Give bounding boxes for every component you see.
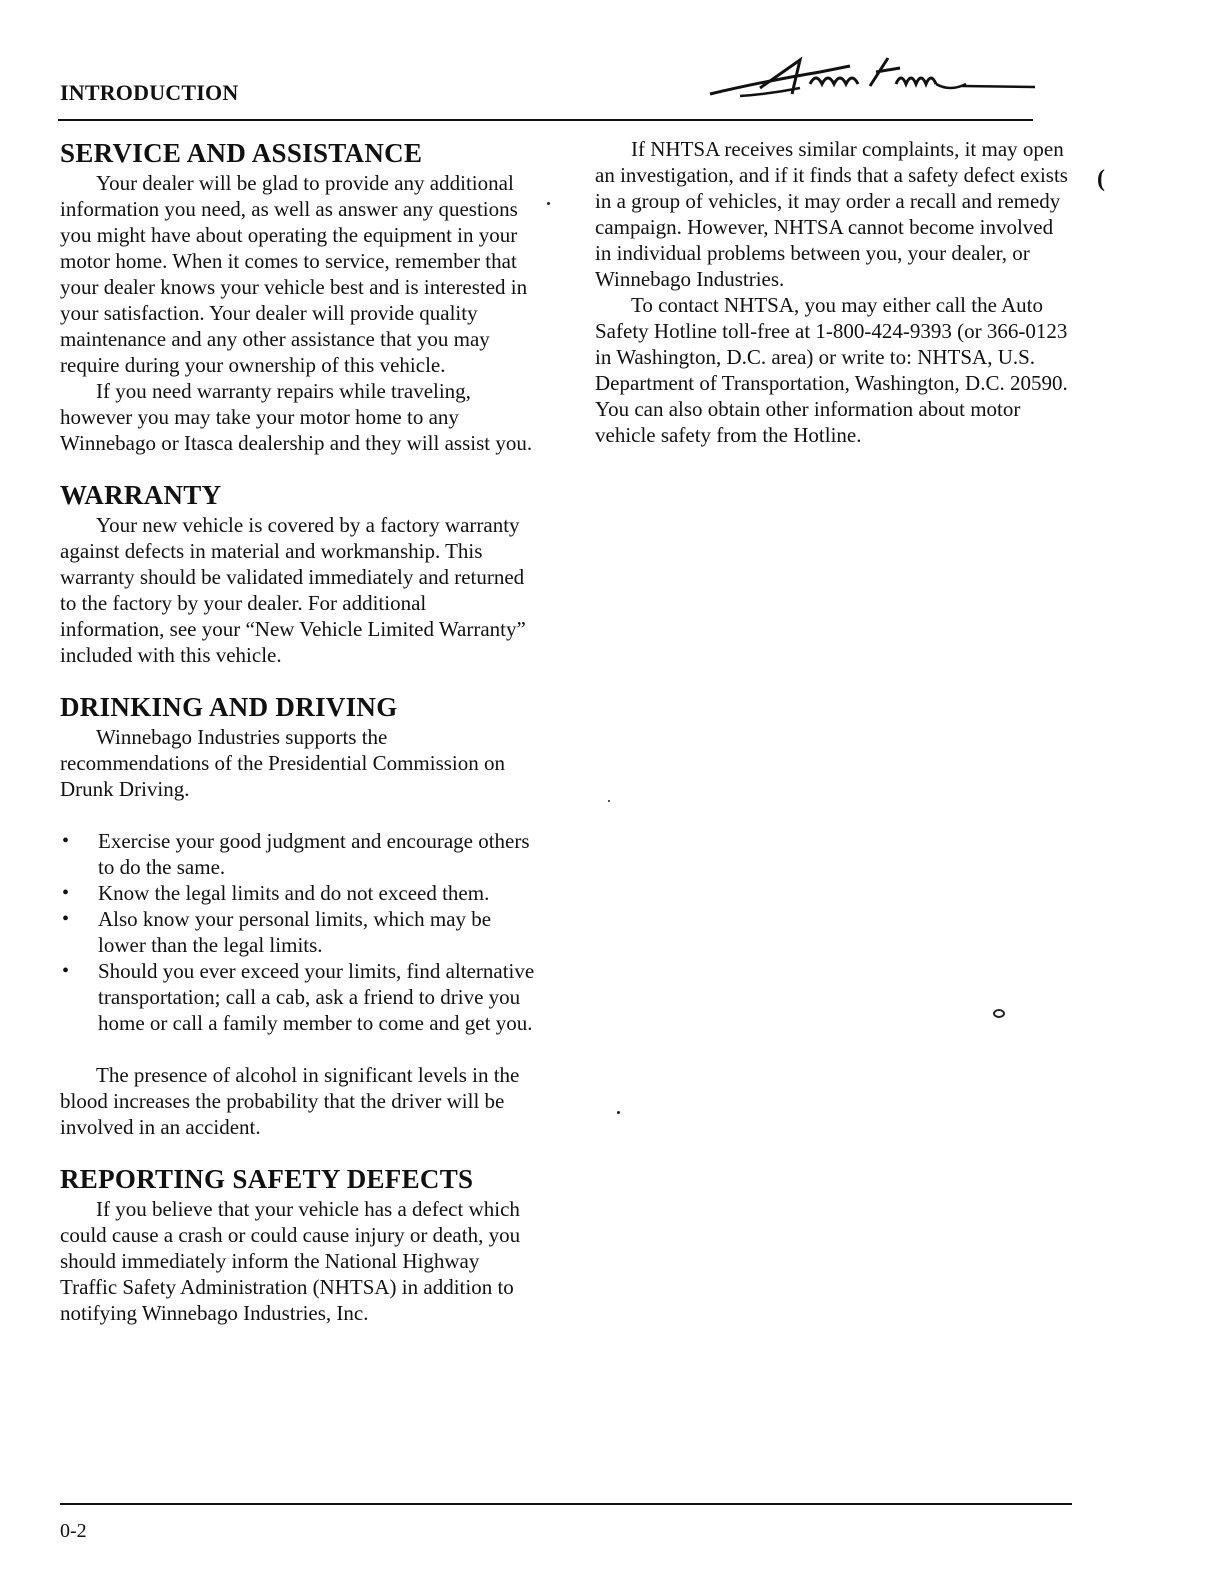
reporting-heading: REPORTING SAFETY DEFECTS — [60, 1164, 474, 1194]
nhtsa-paragraph-2: To contact NHTSA, you may either call the Auto Safety Hotline toll-free at 1-800-424-9393 (or 366-0123 in Washington, D.C. area) or write to: NHTSA, U.S. Department of Transportation, Washington, D.C. 20590. You can also obtain other information about motor vehicle safety from the Hotline. — [595, 293, 1068, 447]
bullet-icon: • — [62, 908, 70, 930]
drinking-and-driving-section — [60, 690, 535, 1140]
footer-divider — [60, 1503, 1072, 1505]
warranty-section — [60, 478, 535, 668]
bullet-icon: • — [62, 882, 70, 904]
service-and-assistance-section — [60, 136, 535, 456]
list-item: • Also know your personal limits, which may be lower than the legal limits. — [62, 907, 492, 957]
drinking-paragraph-2: The presence of alcohol in significant levels in the blood increases the probability that the driver will be involved in an accident. — [60, 1063, 520, 1139]
margin-mark: ( — [1097, 166, 1105, 192]
drinking-bullet-list — [60, 828, 535, 1036]
bullet-icon: • — [62, 830, 70, 852]
reporting-safety-defects-section — [60, 1162, 535, 1326]
bullet-icon: • — [62, 960, 70, 982]
service-paragraph-2: If you need warranty repairs while traveling, however you may take your motor home to any Winnebago or Itasca dealership and they will assist you. — [60, 379, 533, 455]
list-item: • Know the legal limits and do not exceed them. — [62, 881, 490, 905]
service-paragraph-1: Your dealer will be glad to provide any additional information you need, as well as answer any questions you might have about operating the equipment in your motor home. When it comes to service, remember that your dealer knows your vehicle best and is interested in your satisfaction. Your dealer will provide quality maintenance and any other assistance that you may require during your ownership of this vehicle. — [60, 171, 528, 377]
drinking-heading: DRINKING AND DRIVING — [60, 692, 398, 722]
page-section-title: INTRODUCTION — [60, 80, 239, 105]
list-item: • Should you ever exceed your limits, find alternative transportation; call a cab, ask a friend to drive you home or call a family member to come and get you. — [62, 959, 535, 1035]
right-column — [595, 136, 1070, 448]
adventurer-logo — [700, 54, 1040, 104]
page-number: 0-2 — [60, 1520, 87, 1542]
warranty-paragraph: Your new vehicle is covered by a factory warranty against defects in material and workmanship. This warranty should be validated immediately and returned to the factory by your dealer. For additional information, see your “New Vehicle Limited Warranty” included with this vehicle. — [60, 513, 526, 667]
service-heading: SERVICE AND ASSISTANCE — [60, 138, 423, 168]
header-divider — [58, 119, 1033, 121]
drinking-paragraph-1: Winnebago Industries supports the recommendations of the Presidential Commission on Drunk Driving. — [60, 725, 506, 801]
left-column — [60, 136, 535, 1348]
nhtsa-paragraph-1: If NHTSA receives similar complaints, it may open an investigation, and if it finds that a safety defect exists in a group of vehicles, it may order a recall and remedy campaign. However, NHTSA cannot become involved in individual problems between you, your dealer, or Winnebago Industries. — [595, 137, 1068, 291]
reporting-paragraph: If you believe that your vehicle has a defect which could cause a crash or could cause injury or death, you should immediately inform the National Highway Traffic Safety Administration (NHTSA) in addition to notifying Winnebago Industries, Inc. — [60, 1197, 521, 1325]
warranty-heading: WARRANTY — [60, 480, 222, 510]
list-item: • Exercise your good judgment and encourage others to do the same. — [62, 829, 530, 879]
